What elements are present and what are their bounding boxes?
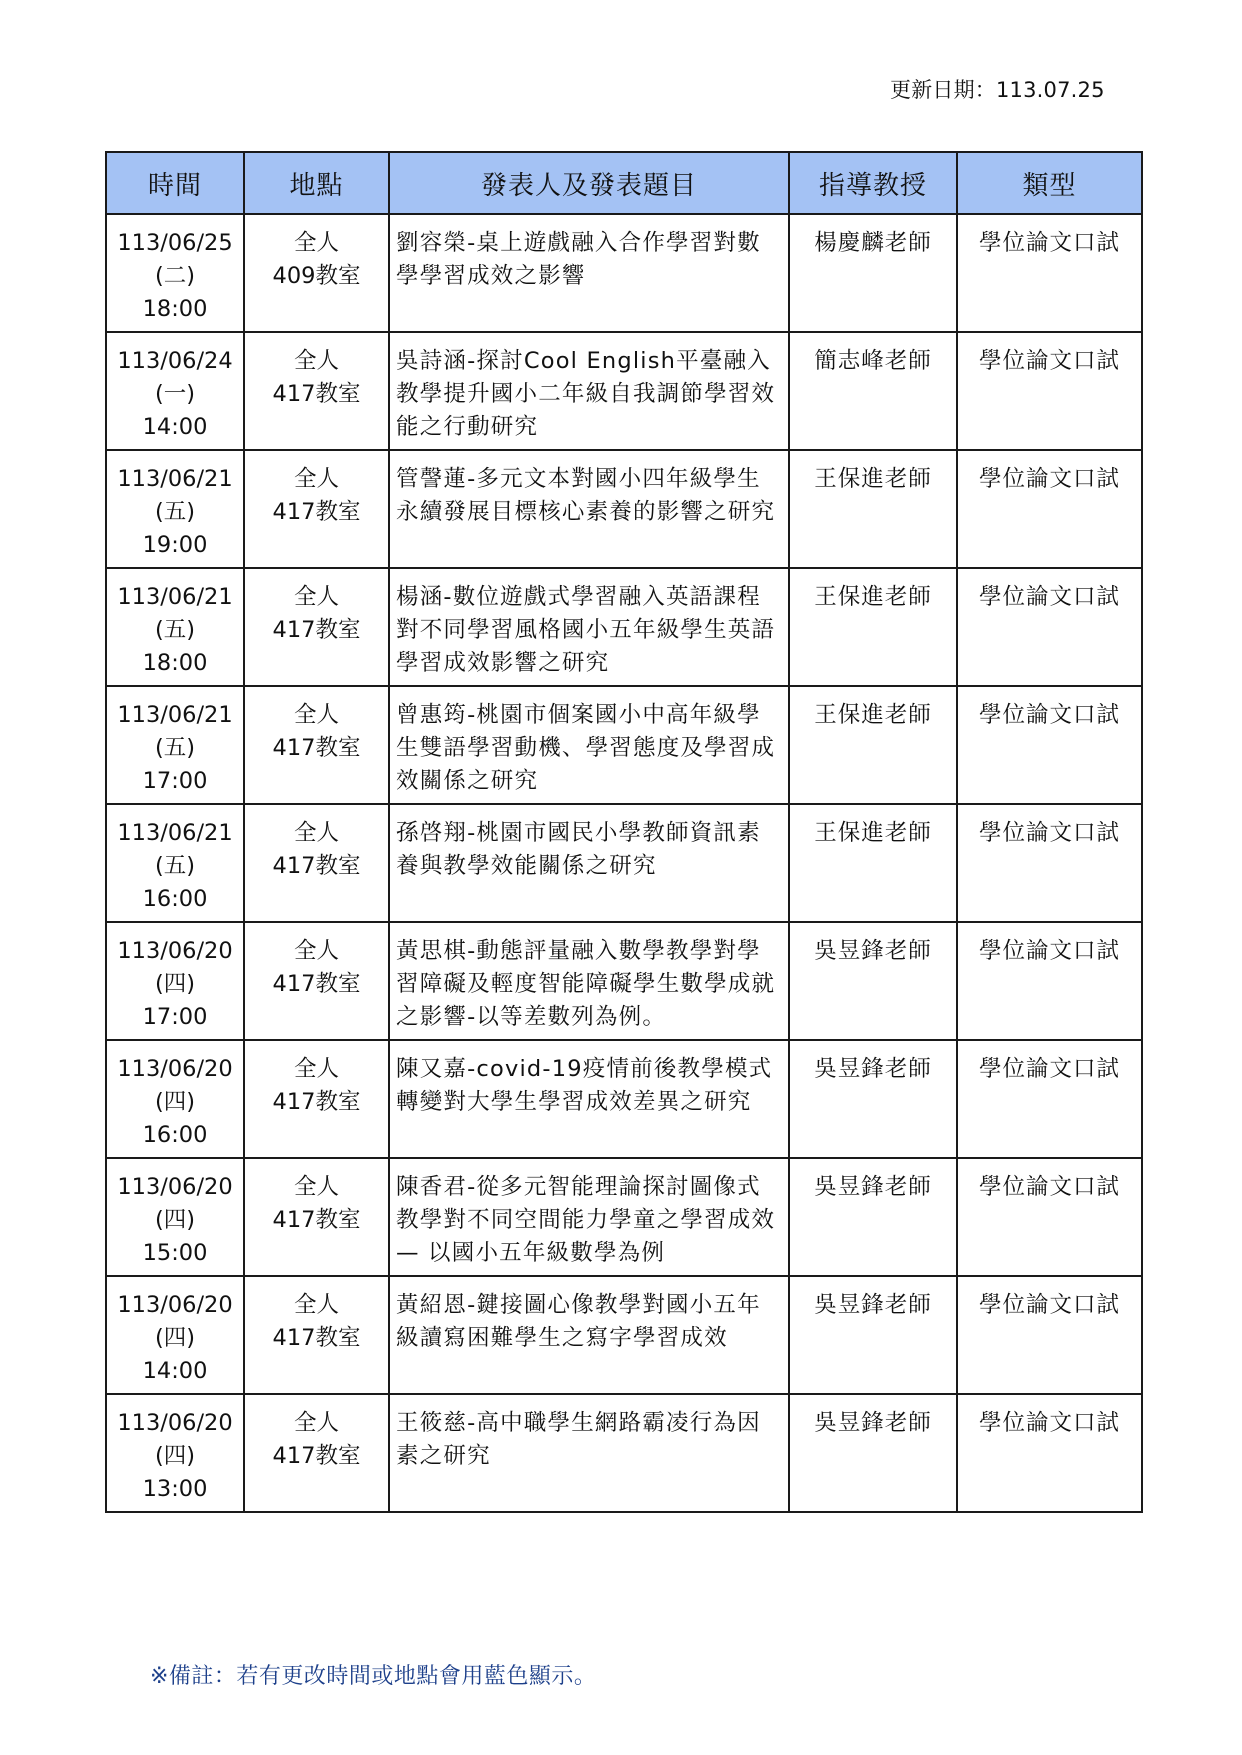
cell-time xyxy=(106,1040,244,1158)
time: 17:00 xyxy=(142,768,208,794)
date: 113/06/25 xyxy=(117,230,233,256)
weekday: (五) xyxy=(154,617,196,643)
cell-location xyxy=(244,922,389,1040)
room: 409教室 xyxy=(272,263,361,289)
cell-presenter-topic: 王筱慈-高中職學生網路霸凌行為因素之研究 xyxy=(389,1394,789,1512)
time: 14:00 xyxy=(142,414,208,440)
room: 417教室 xyxy=(272,381,361,407)
table-row xyxy=(106,568,1142,686)
time: 15:00 xyxy=(142,1240,208,1266)
table-row xyxy=(106,1276,1142,1394)
cell-presenter-topic: 曾惠筠-桃園市個案國小中高年級學生雙語學習動機、學習態度及學習成效關係之研究 xyxy=(389,686,789,804)
building: 全人 xyxy=(293,938,339,964)
cell-time xyxy=(106,804,244,922)
building: 全人 xyxy=(293,702,339,728)
cell-time xyxy=(106,568,244,686)
date: 113/06/20 xyxy=(117,1056,233,1082)
header-type: 類型 xyxy=(957,152,1142,214)
room: 417教室 xyxy=(272,735,361,761)
cell-location xyxy=(244,214,389,332)
date: 113/06/21 xyxy=(117,584,233,610)
cell-time xyxy=(106,332,244,450)
room: 417教室 xyxy=(272,499,361,525)
weekday: (五) xyxy=(154,499,196,525)
time: 18:00 xyxy=(142,296,208,322)
cell-advisor: 吳昱鋒老師 xyxy=(789,1394,957,1512)
building: 全人 xyxy=(293,1410,339,1436)
note: ※備註：若有更改時間或地點會用藍色顯示。 xyxy=(150,1664,597,1689)
cell-advisor: 王保進老師 xyxy=(789,568,957,686)
table-row xyxy=(106,686,1142,804)
room: 417教室 xyxy=(272,971,361,997)
date: 113/06/20 xyxy=(117,1174,233,1200)
weekday: (五) xyxy=(154,853,196,879)
cell-time xyxy=(106,922,244,1040)
building: 全人 xyxy=(293,1174,339,1200)
room: 417教室 xyxy=(272,853,361,879)
cell-presenter-topic: 陳香君-從多元智能理論探討圖像式教學對不同空間能力學童之學習成效— 以國小五年級數學為例 xyxy=(389,1158,789,1276)
cell-location xyxy=(244,1276,389,1394)
table-row xyxy=(106,1394,1142,1512)
cell-presenter-topic: 陳又嘉-covid-19疫情前後教學模式轉變對大學生學習成效差異之研究 xyxy=(389,1040,789,1158)
cell-type: 學位論文口試 xyxy=(957,1158,1142,1276)
building: 全人 xyxy=(293,230,339,256)
cell-type: 學位論文口試 xyxy=(957,568,1142,686)
building: 全人 xyxy=(293,348,339,374)
weekday: (四) xyxy=(154,1207,196,1233)
cell-time xyxy=(106,686,244,804)
date: 113/06/21 xyxy=(117,820,233,846)
building: 全人 xyxy=(293,466,339,492)
building: 全人 xyxy=(293,820,339,846)
cell-time xyxy=(106,1394,244,1512)
cell-location xyxy=(244,568,389,686)
table-header-row xyxy=(106,152,1142,214)
room: 417教室 xyxy=(272,1089,361,1115)
weekday: (二) xyxy=(154,263,196,289)
cell-advisor: 王保進老師 xyxy=(789,804,957,922)
date: 113/06/21 xyxy=(117,702,233,728)
cell-location xyxy=(244,1040,389,1158)
header-time: 時間 xyxy=(106,152,244,214)
table-body xyxy=(106,214,1142,1512)
cell-location xyxy=(244,1158,389,1276)
date: 113/06/20 xyxy=(117,938,233,964)
schedule-table xyxy=(105,151,1143,1513)
cell-location xyxy=(244,1394,389,1512)
cell-location xyxy=(244,450,389,568)
time: 13:00 xyxy=(142,1476,208,1502)
header-location: 地點 xyxy=(244,152,389,214)
cell-type: 學位論文口試 xyxy=(957,804,1142,922)
building: 全人 xyxy=(293,1292,339,1318)
date: 113/06/21 xyxy=(117,466,233,492)
weekday: (四) xyxy=(154,971,196,997)
table-row xyxy=(106,922,1142,1040)
room: 417教室 xyxy=(272,1325,361,1351)
cell-presenter-topic: 劉容榮-桌上遊戲融入合作學習對數學學習成效之影響 xyxy=(389,214,789,332)
header-presenter-topic: 發表人及發表題目 xyxy=(389,152,789,214)
cell-type: 學位論文口試 xyxy=(957,922,1142,1040)
time: 19:00 xyxy=(142,532,208,558)
table-row xyxy=(106,214,1142,332)
cell-presenter-topic: 黃思棋-動態評量融入數學教學對學習障礙及輕度智能障礙學生數學成就之影響-以等差數列為例。 xyxy=(389,922,789,1040)
cell-advisor: 楊慶麟老師 xyxy=(789,214,957,332)
cell-time xyxy=(106,1276,244,1394)
cell-presenter-topic: 孫啓翔-桃園市國民小學教師資訊素養與教學效能關係之研究 xyxy=(389,804,789,922)
cell-location xyxy=(244,686,389,804)
table-row xyxy=(106,332,1142,450)
weekday: (四) xyxy=(154,1443,196,1469)
update-date: 更新日期：113.07.25 xyxy=(890,78,1105,102)
weekday: (四) xyxy=(154,1089,196,1115)
cell-advisor: 吳昱鋒老師 xyxy=(789,1158,957,1276)
cell-type: 學位論文口試 xyxy=(957,1276,1142,1394)
header-advisor: 指導教授 xyxy=(789,152,957,214)
cell-presenter-topic: 管謦蓮-多元文本對國小四年級學生永續發展目標核心素養的影響之研究 xyxy=(389,450,789,568)
cell-location xyxy=(244,804,389,922)
cell-advisor: 王保進老師 xyxy=(789,450,957,568)
time: 17:00 xyxy=(142,1004,208,1030)
building: 全人 xyxy=(293,1056,339,1082)
room: 417教室 xyxy=(272,1207,361,1233)
date: 113/06/20 xyxy=(117,1292,233,1318)
cell-type: 學位論文口試 xyxy=(957,332,1142,450)
table-row xyxy=(106,804,1142,922)
cell-type: 學位論文口試 xyxy=(957,450,1142,568)
cell-type: 學位論文口試 xyxy=(957,1394,1142,1512)
cell-presenter-topic: 楊涵-數位遊戲式學習融入英語課程對不同學習風格國小五年級學生英語學習成效影響之研究 xyxy=(389,568,789,686)
cell-type: 學位論文口試 xyxy=(957,214,1142,332)
cell-advisor: 吳昱鋒老師 xyxy=(789,922,957,1040)
cell-advisor: 吳昱鋒老師 xyxy=(789,1040,957,1158)
weekday: (五) xyxy=(154,735,196,761)
cell-type: 學位論文口試 xyxy=(957,1040,1142,1158)
cell-advisor: 王保進老師 xyxy=(789,686,957,804)
table-row xyxy=(106,1158,1142,1276)
date: 113/06/24 xyxy=(117,348,233,374)
room: 417教室 xyxy=(272,617,361,643)
table-row xyxy=(106,1040,1142,1158)
weekday: (四) xyxy=(154,1325,196,1351)
weekday: (一) xyxy=(154,381,196,407)
cell-time xyxy=(106,450,244,568)
cell-advisor: 吳昱鋒老師 xyxy=(789,1276,957,1394)
cell-presenter-topic: 黃紹恩-鍵接圖心像教學對國小五年級讀寫困難學生之寫字學習成效 xyxy=(389,1276,789,1394)
date: 113/06/20 xyxy=(117,1410,233,1436)
cell-time xyxy=(106,214,244,332)
cell-time xyxy=(106,1158,244,1276)
time: 16:00 xyxy=(142,886,208,912)
building: 全人 xyxy=(293,584,339,610)
room: 417教室 xyxy=(272,1443,361,1469)
cell-advisor: 簡志峰老師 xyxy=(789,332,957,450)
time: 14:00 xyxy=(142,1358,208,1384)
time: 16:00 xyxy=(142,1122,208,1148)
cell-type: 學位論文口試 xyxy=(957,686,1142,804)
table-row xyxy=(106,450,1142,568)
time: 18:00 xyxy=(142,650,208,676)
cell-presenter-topic: 吳詩涵-探討Cool English平臺融入教學提升國小二年級自我調節學習效能之行動研究 xyxy=(389,332,789,450)
cell-location xyxy=(244,332,389,450)
